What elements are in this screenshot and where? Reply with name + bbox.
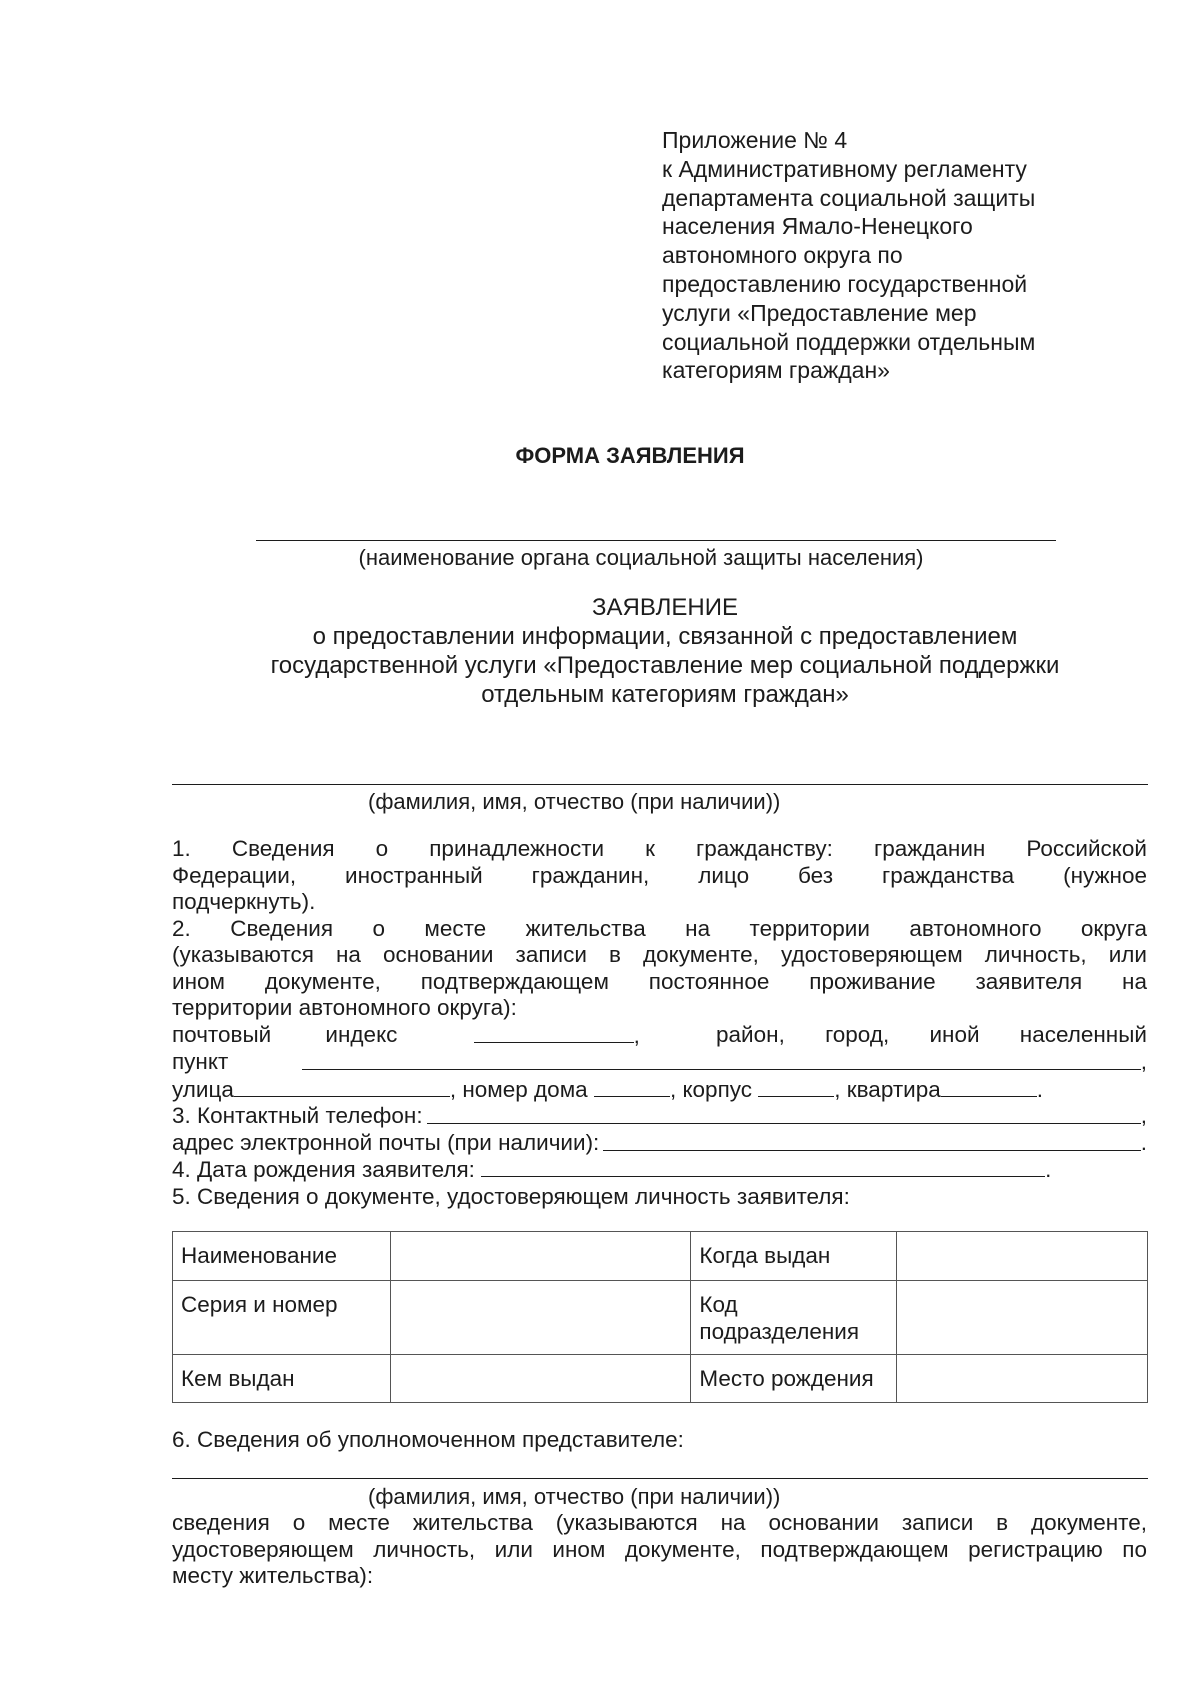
birthdate-label: 4. Дата рождения заявителя: [172, 1157, 475, 1182]
section-1-line: подчеркнуть). [172, 889, 316, 914]
table-label-cell: Кем выдан [173, 1355, 391, 1403]
section-1-line: Федерации, иностранный гражданин, лицо без гражданства (нужное [172, 862, 1147, 888]
table-row [173, 1232, 1148, 1281]
punkt-row [172, 1049, 1147, 1076]
section-2-line: (указываются на основании записи в документе, удостоверяющем личность, или [172, 942, 1147, 967]
approval-line: к Административному регламенту [662, 155, 1027, 182]
table-label-cell: Код подразделения [691, 1281, 897, 1355]
organ-name-field[interactable] [256, 540, 1056, 541]
table-input-cell[interactable] [897, 1355, 1148, 1403]
section-5-label: 5. Сведения о документе, удостоверяющем личность заявителя: [172, 1183, 850, 1209]
phone-comma: , [1140, 1103, 1147, 1128]
punkt-comma: , [1140, 1049, 1147, 1074]
table-input-cell[interactable] [390, 1355, 691, 1403]
postal-index-field[interactable] [474, 1022, 634, 1043]
postal-index-group [474, 1022, 640, 1050]
section-6-label: 6. Сведения об уполномоченном представителе: [172, 1427, 684, 1452]
approval-line: департамента социальной защиты [662, 184, 1036, 211]
approval-block [662, 126, 1142, 385]
postal-label: почтовый индекс [172, 1021, 398, 1047]
apartment-field[interactable] [941, 1076, 1037, 1097]
application-subtitle-line: государственной услуги «Предоставление мер социальной поддержки [270, 652, 1060, 679]
approval-line: автономного округа по [662, 242, 903, 269]
form-body [172, 836, 1147, 1210]
address-row [172, 1076, 1147, 1104]
table-input-cell[interactable] [390, 1281, 691, 1355]
approval-line: категориям граждан» [662, 357, 890, 384]
section-6-line: удостоверяющем личность, или ином документе, подтверждающем регистрацию по [172, 1536, 1147, 1562]
birthdate-period: . [1045, 1157, 1052, 1182]
form-title: ФОРМА ЗАЯВЛЕНИЯ [515, 443, 745, 468]
building-field[interactable] [758, 1076, 834, 1097]
table-input-cell[interactable] [897, 1232, 1148, 1281]
street-label: улица [172, 1076, 234, 1102]
table-row [173, 1355, 1148, 1403]
phone-label: 3. Контактный телефон: [172, 1103, 423, 1128]
house-label: , номер дома [449, 1076, 588, 1102]
approval-line: социальной поддержки отдельным [662, 328, 1036, 355]
table-label-cell: Место рождения [691, 1355, 897, 1403]
application-heading [170, 593, 1160, 709]
table-row [173, 1281, 1148, 1355]
approval-line: предоставлению государственной [662, 270, 1028, 297]
phone-row [172, 1103, 1147, 1130]
approval-line: услуги «Предоставление мер [662, 299, 977, 326]
table-input-cell[interactable] [897, 1281, 1148, 1355]
birthdate-row [172, 1156, 1147, 1184]
punkt-field[interactable] [302, 1049, 1141, 1070]
identity-document-table [172, 1231, 1148, 1403]
building-label: , корпус [669, 1076, 752, 1102]
email-field[interactable] [603, 1130, 1140, 1151]
section-1-line: 1. Сведения о принадлежности к гражданству: гражданин Российской [172, 836, 1147, 861]
birthdate-field[interactable] [481, 1156, 1045, 1177]
table-label-cell: Наименование [173, 1232, 391, 1281]
approval-line: населения Ямало-Ненецкого [662, 213, 973, 240]
organ-caption: (наименование органа социальной защиты населения) [358, 545, 924, 570]
table-input-cell[interactable] [390, 1232, 691, 1281]
email-row [172, 1130, 1147, 1157]
district-label: район, город, иной населенный [716, 1021, 1147, 1047]
apartment-label: , квартира [834, 1076, 941, 1102]
address-period: . [1036, 1076, 1044, 1102]
applicant-caption: (фамилия, имя, отчество (при наличии)) [368, 789, 781, 814]
application-subtitle-line: отдельным категориям граждан» [481, 681, 849, 708]
section-6-body [172, 1510, 1147, 1590]
house-field[interactable] [594, 1076, 670, 1097]
application-subtitle-line: о предоставлении информации, связанной с предоставлением [312, 623, 1018, 650]
approval-line: Приложение № 4 [662, 127, 848, 153]
punkt-label: пункт [172, 1049, 229, 1074]
table-label-cell: Когда выдан [691, 1232, 897, 1281]
representative-caption: (фамилия, имя, отчество (при наличии)) [368, 1484, 781, 1509]
representative-name-field[interactable] [172, 1478, 1148, 1479]
section-6-line: сведения о месте жительства (указываются на основании записи в документе, [172, 1510, 1147, 1535]
table-label-cell: Серия и номер [173, 1281, 391, 1355]
section-2-line: 2. Сведения о месте жительства на территории автономного округа [172, 915, 1147, 941]
section-6-line: месту жительства): [172, 1563, 374, 1588]
postal-comma: , [633, 1022, 640, 1048]
email-period: . [1140, 1129, 1147, 1155]
street-field[interactable] [234, 1076, 450, 1097]
email-label: адрес электронной почты (при наличии): [172, 1129, 600, 1155]
postal-row [172, 1022, 1147, 1050]
applicant-name-field[interactable] [172, 784, 1148, 785]
phone-field[interactable] [427, 1103, 1141, 1124]
application-title: ЗАЯВЛЕНИЕ [592, 594, 738, 621]
section-2-line: ином документе, подтверждающем постоянное проживание заявителя на [172, 968, 1147, 994]
section-2-line: территории автономного округа): [172, 995, 517, 1020]
